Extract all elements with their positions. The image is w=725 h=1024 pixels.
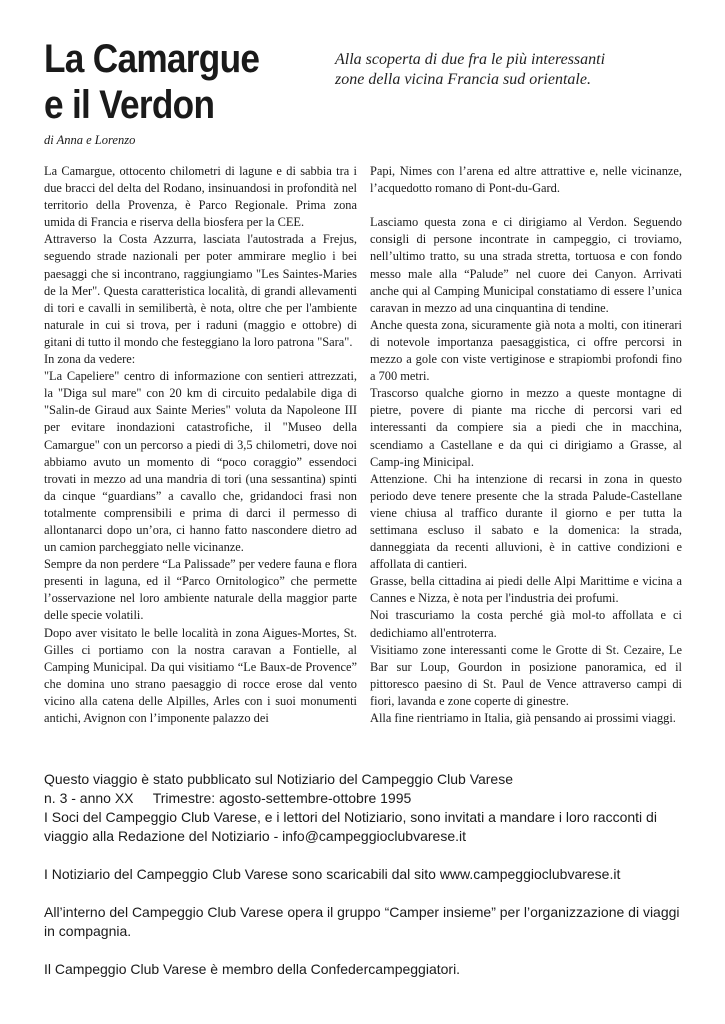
article-title-line-1: La Camargue [44, 37, 260, 81]
article-paragraph: Anche questa zona, sicuramente già nota a molti, con itinerari di notevole importanza paesaggistica, ci offre percorsi in mezzo a gole con viste vertiginose e strapiombi profondi fino a 700 metri. [370, 317, 682, 384]
footer-camper-group-note: All’interno del Campeggio Club Varese opera il gruppo “Camper insieme” per l’organizzazione di viaggi in compagnia. [44, 904, 680, 939]
footer-submission-invite: I Soci del Campeggio Club Varese, e i lettori del Notiziario, sono invitati a mandare i loro racconti di viaggio alla Redazione del Notiziario - info@campeggioclubvarese.it [44, 809, 657, 844]
article-paragraph: Sempre da non perdere “La Palissade” per vedere fauna e flora presenti in laguna, ed il “Parco Ornitologico” che permette l’osservazione nel loro ambiente naturale della maggior parte delle specie volatili. [44, 557, 357, 623]
article-column-right [370, 163, 682, 727]
article-paragraph: Lasciamo questa zona e ci dirigiamo al Verdon. Seguendo consigli di persone incontrate in campeggio, ci troviamo, nell’ultimo tratto, su una strada stretta, tortuosa e con fondo messo male alla “Palude” nel cuore dei Canyon. Arrivati anche qui al Camping Municipal constatiamo di essere l’unica caravan in mezzo ad una cinquantina di tendine. [370, 215, 682, 315]
article-paragraph: Attraverso la Costa Azzurra, lasciata l'autostrada a Frejus, seguendo strade nazionali per poter ammirare meglio i bei paesaggi che si incontrano, raggiungiamo "Les Saintes-Maries de la Mer". Questa caratteristica località, di grandi allevamenti di tori e cavalli in semilibertà, è nota, oltre che per l'ambiente naturale in cui si trova, per i raduni (maggio e ottobre) di gitani di tutto il mondo che festeggiano la loro patrona "Sara". [44, 232, 357, 349]
article-paragraph: Grasse, bella cittadina ai piedi delle Alpi Marittime e vicina a Cannes e Nizza, è nota per l'industria dei profumi. [370, 574, 682, 606]
article-paragraph: Trascorso qualche giorno in mezzo a queste montagne di pietre, povere di piante ma ricche di percorsi vari ed interessanti da compiere sia a piedi che in macchina, scendiamo a Castellane e da qui ci dirigiamo a Grasse, al Camp-ing Minicipal. [370, 386, 682, 469]
article-paragraph: Alla fine rientriamo in Italia, già pensando ai prossimi viaggi. [370, 711, 676, 725]
publication-footer [44, 770, 694, 979]
footer-membership-note: Il Campeggio Club Varese è membro della Confedercampeggiatori. [44, 961, 461, 977]
article-paragraph: Visitiamo zone interessanti come le Grotte di St. Cezaire, Le Bar sur Loup, Gourdon in posizione panoramica, ed il pittoresco paesino di St. Paul de Vence attraverso campi di fiori, lavanda e zone coperte di ginestre. [370, 642, 682, 708]
article-column-left [44, 163, 357, 727]
footer-publication-note: Questo viaggio è stato pubblicato sul Notiziario del Campeggio Club Varese [44, 771, 514, 787]
article-title [44, 36, 259, 128]
article-paragraph: Attenzione. Chi ha intenzione di recarsi in zona in questo periodo deve tenere presente che la strada Palude-Castellane viene chiusa al traffico durante il giorno e per tutta la settimana escluso il sabato e la domenica: la strada, danneggiata da recenti alluvioni, è in cattive condizioni e affollata di cantieri. [370, 471, 682, 572]
article-paragraph: "La Capeliere" centro di informazione con sentieri attrezzati, la "Diga sul mare" con 20 km di circuito pedalabile diga di "Salin-de Giraud aux Sainte Meries" voluta da Napoleone III per evitare inondazioni catastrofiche, il "Museo della Camargue" con un percorso a piedi di 3,5 chilometri, dove noi abbiamo avuto un momento di “poco coraggio” essendoci trovati in mezzo ad una mandria di tori (una sessantina) spinti da cinque “guardians” a cavallo che, gridandoci frasi non totalmente comprensibili e prima di darci il permesso di allontanarci dopo un’ora, ci hanno fatto nascondere dietro ad un camion parcheggiato nelle vicinanze. [44, 369, 357, 555]
article-title-line-2: e il Verdon [44, 83, 215, 127]
article-subtitle: Alla scoperta di due fra le più interessanti zone della vicina Francia sud orientale. [335, 51, 606, 88]
footer-download-note: I Notiziario del Campeggio Club Varese sono scaricabili dal sito www.campeggioclubvarese.it [44, 866, 621, 882]
article-paragraph: La Camargue, ottocento chilometri di lagune e di sabbia tra i due bracci del delta del Rodano, insinuandosi in profondità nel territorio della Provenza, è Parco Regionale. Prima zona umida di Francia e riserva della biosfera per la CEE. [44, 164, 357, 230]
article-byline: di Anna e Lorenzo [44, 133, 136, 147]
article-paragraph: Dopo aver visitato le belle località in zona Aigues-Mortes, St. Gilles ci portiamo con la nostra caravan a Fontielle, al Camping Municipal. Da qui visitiamo “Le Baux-de Provence” che domina uno strano paesaggio di rocce erose dal vento vicino alla catena delle Alpilles, Arles con i suoi monumenti antichi, Avignon con l’imponente palazzo dei [44, 625, 357, 725]
article-paragraph: In zona da vedere: [44, 352, 136, 367]
footer-issue-info: n. 3 - anno XX Trimestre: agosto-settembre-ottobre 1995 [44, 790, 412, 806]
article-paragraph: Noi trascuriamo la costa perché già mol-to affollata e ci dedichiamo all'entroterra. [370, 608, 682, 640]
article-paragraph: Papi, Nimes con l’arena ed altre attrattive e, nelle vicinanze, l’acquedotto romano di Pont-du-Gard. [370, 164, 682, 196]
